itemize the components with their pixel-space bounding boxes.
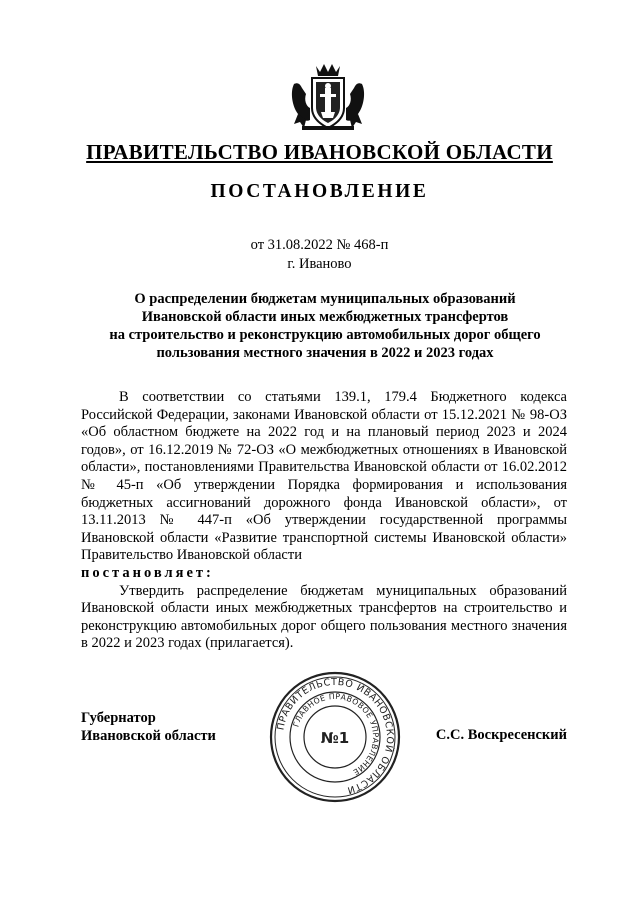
subject-line: Ивановской области иных межбюджетных трансфертов	[141, 309, 509, 325]
body-paragraph-preamble: В соответствии со статьями 139.1, 179.4 Бюджетного кодекса Российской Федерации, законами Ивановской области от 15.12.2021 № 98-ОЗ «Об областном бюджете на 2022 год и на плановый период 2023 и 2024 годов», от 16.12.2019 № 72-ОЗ «О межбюджетных отношениях в Ивановской области», постановлениями Правительства Ивановской области от 16.02.2012 № 45-п «Об утверждении Порядка формирования и использования бюджетных ассигнований дорожного фонда Ивановской области», от 13.11.2013 № 447-п «Об утверждении государственной программы Ивановской области «Развитие транспортной системы Ивановской области» Правительство Ивановской области	[81, 389, 567, 564]
body-paragraph-decision: Утвердить распределение бюджетам муниципальных образований Ивановской области иных межбюджетных трансфертов на строительство и реконструкцию автомобильных дорог общего пользования местного значения в 2022 и 2023 годах (прилагается).	[81, 582, 567, 652]
document-city: г. Иваново	[287, 256, 352, 272]
signatory-position	[81, 709, 216, 745]
resolves-word: постановляет:	[81, 564, 214, 581]
document-type: ПОСТАНОВЛЕНИЕ	[210, 181, 429, 202]
signatory-name: С.С. Воскресенский	[435, 727, 567, 743]
subject-line: О распределении бюджетам муниципальных образований	[134, 291, 516, 307]
document-body	[81, 389, 567, 653]
subject-line: на строительство и реконструкцию автомобильных дорог общего	[109, 327, 541, 343]
signatory-position-line: Ивановской области	[81, 728, 216, 744]
official-seal-stamp	[268, 670, 402, 804]
document-subject	[80, 290, 570, 362]
svg-text:№1: №1	[320, 729, 350, 747]
svg-text:ГЛАВНОЕ ПРАВОВОЕ УПРАВЛЕНИЕ: ГЛАВНОЕ ПРАВОВОЕ УПРАВЛЕНИЕ	[291, 691, 381, 777]
document-date-number: от 31.08.2022 № 468-п	[250, 237, 389, 253]
signatory-position-line: Губернатор	[81, 710, 156, 726]
government-title: ПРАВИТЕЛЬСТВО ИВАНОВСКОЙ ОБЛАСТИ	[86, 140, 553, 164]
svg-text:ПРАВИТЕЛЬСТВО ИВАНОВСКОЙ ОБЛАС: ПРАВИТЕЛЬСТВО ИВАНОВСКОЙ ОБЛАСТИ	[275, 676, 396, 796]
coat-of-arms-icon	[288, 62, 368, 132]
subject-line: пользования местного значения в 2022 и 2023 годах	[156, 345, 494, 361]
